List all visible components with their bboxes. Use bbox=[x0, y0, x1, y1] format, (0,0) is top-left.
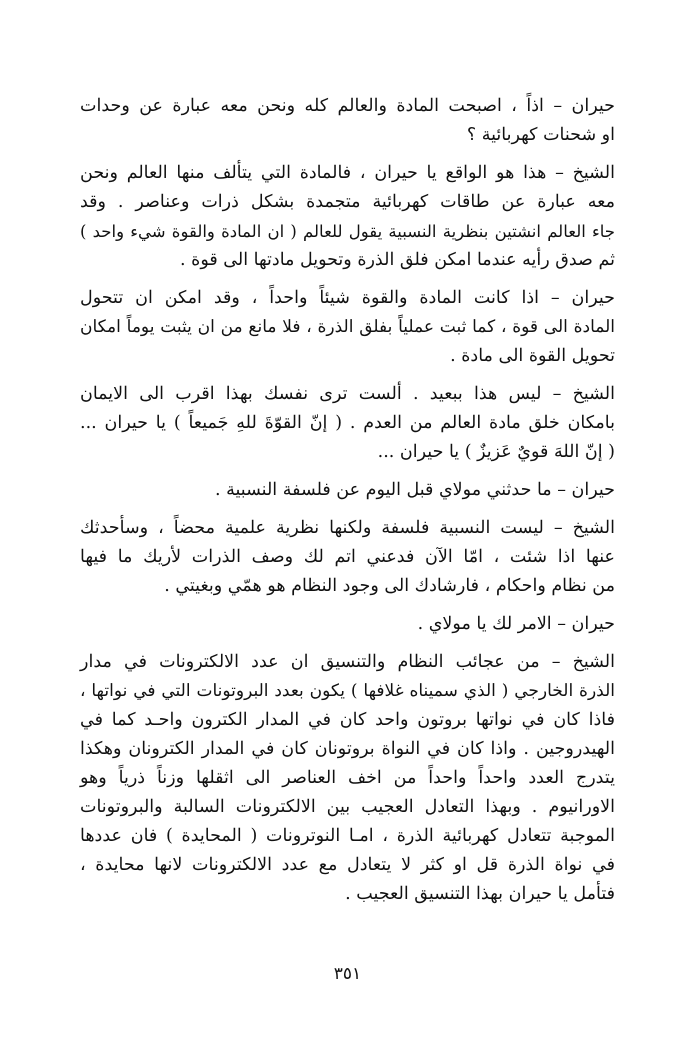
text-line: الهيدروجين . واذا كان في النواة بروتونان كان في المدار الكترونان وهكذا bbox=[80, 739, 615, 759]
paragraph bbox=[80, 159, 615, 275]
paragraph bbox=[80, 284, 615, 371]
page-number: ٣٥١ bbox=[333, 964, 362, 984]
text-line: ( إنّ اللهَ قويٌ عَزيزٌ ) يا حيران ... bbox=[377, 442, 615, 462]
text-line: حيران – اذا كانت المادة والقوة شيئاً واحداً ، وقد امكن ان تتحول bbox=[80, 288, 615, 308]
text-line: عنها اذا شئت ، امّا الآن فدعني اتم لك وصف الذرات لأريك ما فيها bbox=[80, 547, 615, 567]
text-line: او شحنات كهربائية ؟ bbox=[466, 125, 615, 145]
paragraph bbox=[80, 476, 615, 505]
text-line: تحويل القوة الى مادة . bbox=[450, 346, 615, 366]
text-line: معه عبارة عن طاقات كهربائية متجمدة بشكل ذرات وعناصر . وقد bbox=[80, 192, 615, 212]
text-line: الشيخ – ليست النسبية فلسفة ولكنها نظرية علمية محضاً ، وسأحدثك bbox=[80, 518, 615, 538]
text-line: حيران – ما حدثني مولاي قبل اليوم عن فلسفة النسبية . bbox=[215, 480, 615, 500]
paragraph bbox=[80, 92, 615, 150]
text-line: الشيخ – من عجائب النظام والتنسيق ان عدد الالكترونات في مدار bbox=[80, 652, 615, 672]
text-line: الشيخ – ليس هذا ببعيد . ألست ترى نفسك بهذا اقرب الى الايمان bbox=[80, 384, 615, 404]
text-line: في نواة الذرة قل او كثر لا يتعادل مع عدد الالكترونات لانها محايدة ، bbox=[80, 855, 615, 875]
text-line: فاذا كان في نواتها بروتون واحد كان في المدار الكترون واحـد كما في bbox=[80, 710, 615, 730]
text-line: جاء العالم انشتين بنظرية النسبية يقول للعالم ( ان المادة والقوة شيء واحد ) bbox=[80, 222, 615, 241]
text-line: حيران – الامر لك يا مولاي . bbox=[417, 614, 615, 634]
text-line: بامكان خلق مادة العالم من العدم . ( إنّ القوّةَ للهِ جَميعاً ) يا حيران ... bbox=[80, 413, 615, 433]
paragraph bbox=[80, 514, 615, 601]
text-line: الذرة الخارجي ( الذي سميناه غلافها ) يكون بعدد البروتونات التي في نواتها ، bbox=[80, 681, 615, 701]
text-line: المادة الى قوة ، كما ثبت عملياً بفلق الذرة ، فلا مانع من ان يثبت يوماً امكان bbox=[80, 317, 615, 337]
text-line: يتدرج العدد واحداً واحداً من اخف العناصر الى اثقلها وزناً ذرياً وهو bbox=[80, 768, 615, 788]
page-body bbox=[80, 92, 615, 918]
paragraph bbox=[80, 610, 615, 639]
text-line: فتأمل يا حيران بهذا التنسيق العجيب . bbox=[345, 884, 615, 904]
text-line: من نظام واحكام ، فارشادك الى وجود النظام هو همّي وبغيتي . bbox=[164, 576, 615, 596]
text-line: حيران – اذاً ، اصبحت المادة والعالم كله ونحن معه عبارة عن وحدات bbox=[80, 96, 615, 116]
text-line: الشيخ – هذا هو الواقع يا حيران ، فالمادة التي يتألف منها العالم ونحن bbox=[80, 163, 615, 183]
text-line: الاورانيوم . وبهذا التعادل العجيب بين الالكترونات السالبة والبروتونات bbox=[80, 797, 615, 817]
text-line: ثم صدق رأيه عندما امكن فلق الذرة وتحويل مادتها الى قوة . bbox=[180, 250, 615, 270]
paragraph bbox=[80, 380, 615, 467]
text-line: الموجبة تتعادل كهربائية الذرة ، امـا النوترونات ( المحايدة ) فان عددها bbox=[80, 826, 615, 846]
paragraph bbox=[80, 648, 615, 909]
